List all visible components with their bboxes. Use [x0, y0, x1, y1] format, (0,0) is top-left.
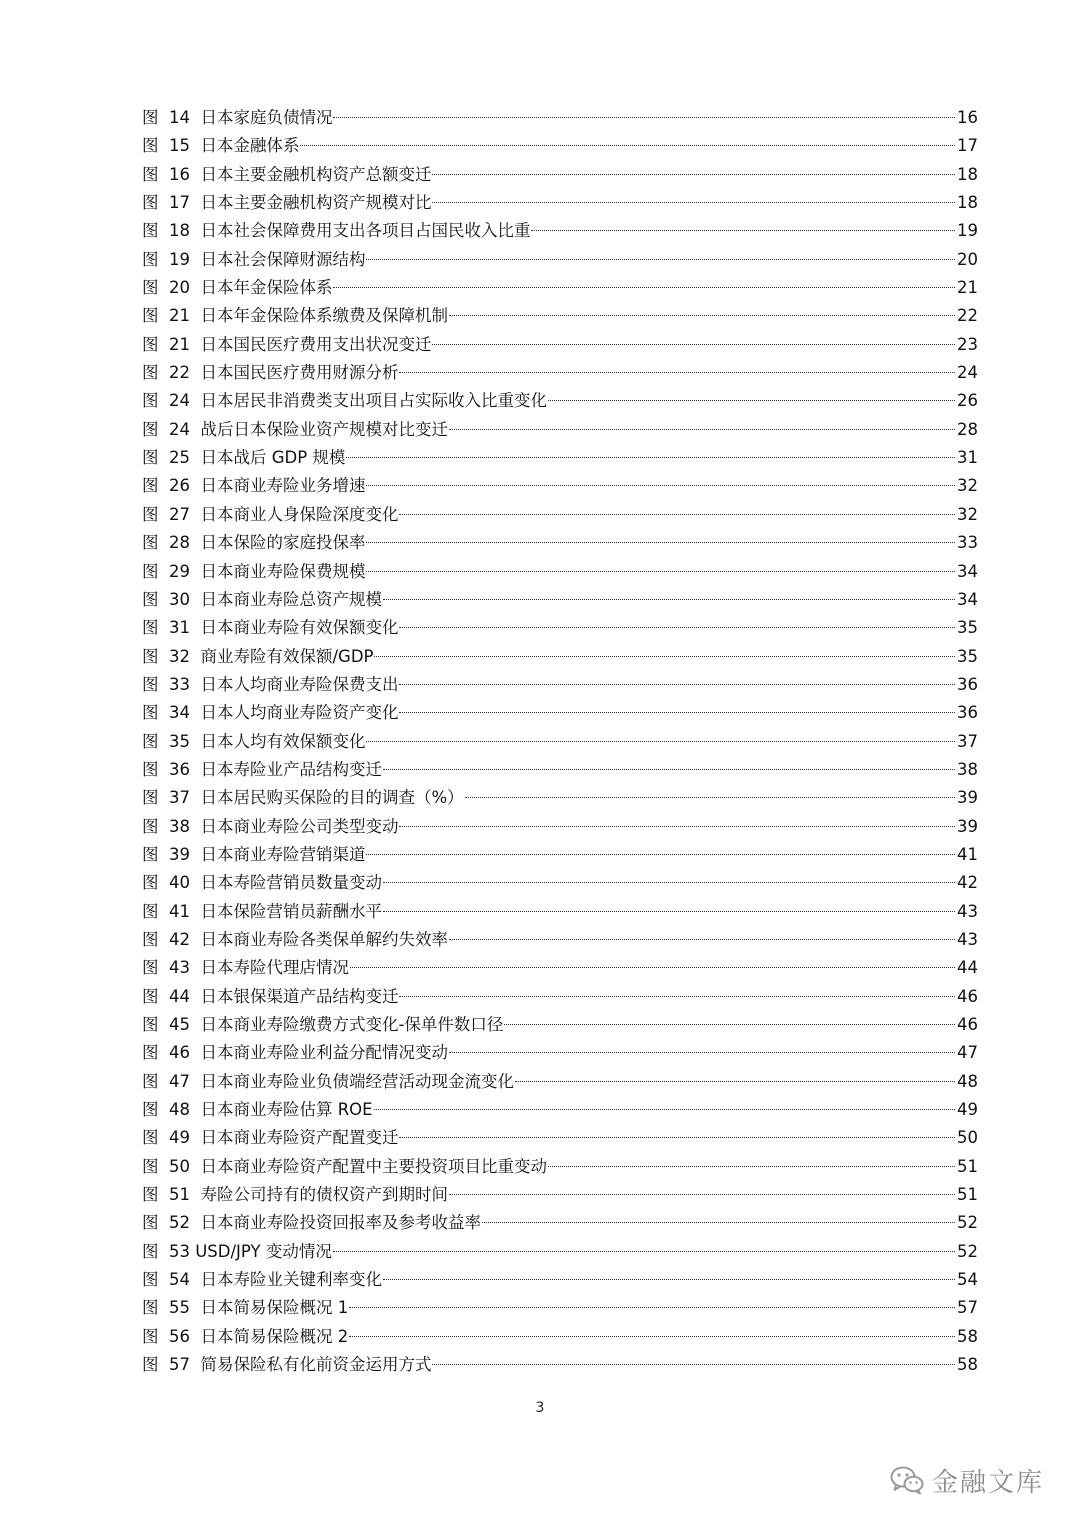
toc-leader-dots: [449, 429, 955, 430]
toc-entry[interactable]: [142, 926, 978, 954]
toc-leader-dots: [366, 259, 955, 260]
toc-entry[interactable]: [142, 558, 978, 586]
toc-leader-dots: [399, 712, 955, 713]
toc-leader-dots: [349, 1307, 955, 1308]
toc-entry-label: 图 40 日本寿险营销员数量变动: [142, 873, 382, 893]
toc-entry-page: 57: [957, 1298, 978, 1318]
toc-entry-page: 26: [957, 391, 978, 411]
toc-entry[interactable]: [142, 784, 978, 812]
toc-entry-page: 37: [957, 731, 978, 751]
toc-entry-label: 图 28 日本保险的家庭投保率: [142, 533, 366, 553]
toc-leader-dots: [333, 287, 955, 288]
toc-leader-dots: [482, 1222, 955, 1223]
toc-entry-page: 52: [957, 1241, 978, 1261]
toc-entry-label: 图 44 日本银保渠道产品结构变迁: [142, 986, 399, 1006]
toc-leader-dots: [399, 1137, 955, 1138]
toc-entry-page: 46: [957, 986, 978, 1006]
toc-entry[interactable]: [142, 1181, 978, 1209]
wechat-icon: [890, 1465, 924, 1495]
toc-leader-dots: [366, 854, 955, 855]
toc-entry-page: 28: [957, 419, 978, 439]
toc-entry-label: 图 43 日本寿险代理店情况: [142, 958, 349, 978]
toc-entry-page: 38: [957, 759, 978, 779]
page-number: 3: [535, 1400, 545, 1416]
toc-entry-label: 图 45 日本商业寿险缴费方式变化-保单件数口径: [142, 1015, 504, 1034]
toc-entry-page: 35: [957, 646, 978, 666]
toc-entry-label: 图 30 日本商业寿险总资产规模: [142, 589, 382, 609]
toc-leader-dots: [504, 1024, 955, 1025]
toc-entry[interactable]: [142, 1351, 978, 1379]
toc-leader-dots: [449, 1052, 955, 1053]
toc-entry-page: 16: [957, 108, 978, 127]
toc-entry[interactable]: [142, 671, 978, 699]
toc-entry-label: 图 49 日本商业寿险资产配置变迁: [142, 1128, 399, 1148]
toc-entry-label: 图 29 日本商业寿险保费规模: [142, 561, 366, 581]
toc-entry-label: 图 57 简易保险私有化前资金运用方式: [142, 1355, 432, 1375]
toc-entry-page: 39: [957, 788, 978, 808]
toc-leader-dots: [548, 400, 955, 401]
toc-entry-label: 图 25 日本战后 GDP 规模: [142, 448, 346, 468]
toc-entry-page: 51: [957, 1156, 978, 1176]
toc-entry-label: 图 20 日本年金保险体系: [142, 278, 333, 298]
toc-entry[interactable]: [142, 898, 978, 926]
toc-leader-dots: [366, 542, 955, 543]
toc-entry[interactable]: [142, 841, 978, 869]
toc-entry[interactable]: [142, 756, 978, 784]
toc-entry-label: 图 35 日本人均有效保额变化: [142, 731, 366, 751]
toc-leader-dots: [366, 485, 955, 486]
toc-leader-dots: [346, 457, 955, 458]
toc-entry-page: 36: [957, 703, 978, 723]
toc-entry[interactable]: [142, 1238, 978, 1266]
toc-entry[interactable]: [142, 444, 978, 472]
toc-entry-page: 49: [957, 1100, 978, 1120]
toc-entry-label: 图 32 商业寿险有效保额/GDP: [142, 646, 374, 666]
toc-leader-dots: [366, 571, 955, 572]
toc-entry-page: 33: [957, 533, 978, 553]
toc-entry[interactable]: [142, 189, 978, 217]
toc-entry[interactable]: [142, 274, 978, 302]
toc-leader-dots: [548, 1166, 955, 1167]
toc-entry[interactable]: [142, 813, 978, 841]
toc-entry[interactable]: [142, 331, 978, 359]
toc-entry-page: 36: [957, 674, 978, 694]
toc-entry[interactable]: [142, 132, 978, 160]
toc-entry-label: 图 42 日本商业寿险各类保单解约失效率: [142, 929, 448, 949]
toc-entry-page: 50: [957, 1128, 978, 1148]
toc-leader-dots: [432, 344, 955, 345]
toc-entry-label: 图 37 日本居民购买保险的目的调查（%）: [142, 788, 464, 808]
toc-leader-dots: [399, 627, 955, 628]
toc-leader-dots: [300, 145, 955, 146]
toc-entry-label: 图 17 日本主要金融机构资产规模对比: [142, 193, 432, 213]
toc-entry[interactable]: [142, 1294, 978, 1322]
toc-leader-dots: [515, 1081, 955, 1082]
toc-entry-page: 44: [957, 958, 978, 978]
toc-entry-label: 图 38 日本商业寿险公司类型变动: [142, 816, 399, 836]
toc-leader-dots: [449, 1194, 955, 1195]
toc-entry-label: 图 56 日本简易保险概况 2: [142, 1326, 349, 1346]
toc-leader-dots: [383, 882, 955, 883]
toc-entry-page: 43: [957, 901, 978, 921]
toc-entry-page: 21: [957, 278, 978, 298]
toc-entry-label: 图 21 日本年金保险体系缴费及保障机制: [142, 306, 448, 326]
toc-entry-page: 17: [957, 136, 978, 156]
toc-entry-page: 34: [957, 561, 978, 581]
toc-entry-page: 48: [957, 1071, 978, 1091]
toc-entry-page: 31: [957, 448, 978, 468]
toc-entry-label: 图 33 日本人均商业寿险保费支出: [142, 674, 399, 694]
toc-entry[interactable]: [142, 1039, 978, 1067]
toc-entry[interactable]: [142, 1011, 978, 1039]
toc-entry-page: 52: [957, 1213, 978, 1233]
toc-entry-label: 图 16 日本主要金融机构资产总额变迁: [142, 164, 432, 184]
toc-entry-page: 51: [957, 1185, 978, 1205]
toc-entry[interactable]: [142, 472, 978, 500]
toc-entry[interactable]: [142, 614, 978, 642]
toc-leader-dots: [399, 514, 955, 515]
toc-leader-dots: [449, 315, 955, 316]
toc-entry-label: 图 27 日本商业人身保险深度变化: [142, 504, 399, 524]
toc-entry-page: 32: [957, 504, 978, 524]
toc-entry-label: 图 54 日本寿险业关键利率变化: [142, 1270, 382, 1290]
toc-entry-page: 34: [957, 589, 978, 609]
toc-entry-label: 图 21 日本国民医疗费用支出状况变迁: [142, 334, 432, 354]
toc-entry-label: 图 19 日本社会保障财源结构: [142, 249, 366, 269]
toc-leader-dots: [399, 372, 955, 373]
toc-entry-label: 图 31 日本商业寿险有效保额变化: [142, 618, 399, 638]
toc-leader-dots: [366, 741, 955, 742]
toc-entry-page: 18: [957, 164, 978, 184]
toc-entry-page: 22: [957, 306, 978, 326]
toc-entry[interactable]: [142, 104, 978, 132]
toc-entry-page: 20: [957, 249, 978, 269]
toc-leader-dots: [399, 996, 955, 997]
toc-entry[interactable]: [142, 983, 978, 1011]
toc-entry-page: 54: [957, 1270, 978, 1290]
toc-entry-label: 图 52 日本商业寿险投资回报率及参考收益率: [142, 1213, 481, 1233]
table-of-figures: [142, 104, 978, 1379]
toc-leader-dots: [399, 826, 955, 827]
toc-entry-label: 图 15 日本金融体系: [142, 136, 300, 156]
toc-entry[interactable]: [142, 1124, 978, 1152]
toc-entry-label: 图 14 日本家庭负债情况: [142, 108, 333, 127]
toc-entry-label: 图 22 日本国民医疗费用财源分析: [142, 363, 399, 383]
toc-entry-page: 58: [957, 1355, 978, 1375]
toc-entry[interactable]: [142, 1068, 978, 1096]
toc-entry-page: 19: [957, 221, 978, 241]
toc-entry[interactable]: [142, 529, 978, 557]
toc-entry-label: 图 46 日本商业寿险业利益分配情况变动: [142, 1043, 448, 1063]
toc-entry-label: 图 24 日本居民非消费类支出项目占实际收入比重变化: [142, 391, 547, 411]
toc-leader-dots: [432, 174, 955, 175]
toc-entry-page: 23: [957, 334, 978, 354]
toc-entry-page: 35: [957, 618, 978, 638]
toc-entry[interactable]: [142, 246, 978, 274]
toc-entry[interactable]: [142, 302, 978, 330]
toc-entry[interactable]: [142, 1153, 978, 1181]
toc-leader-dots: [374, 656, 955, 657]
toc-entry[interactable]: [142, 359, 978, 387]
toc-entry-label: 图 26 日本商业寿险业务增速: [142, 476, 366, 496]
toc-entry-label: 图 36 日本寿险业产品结构变迁: [142, 759, 382, 779]
toc-leader-dots: [333, 1251, 955, 1252]
toc-entry[interactable]: [142, 1209, 978, 1237]
toc-entry-label: 图 50 日本商业寿险资产配置中主要投资项目比重变动: [142, 1156, 547, 1176]
toc-leader-dots: [432, 202, 955, 203]
toc-entry[interactable]: [142, 161, 978, 189]
toc-leader-dots: [432, 1364, 955, 1365]
toc-entry-page: 39: [957, 816, 978, 836]
toc-leader-dots: [465, 797, 955, 798]
toc-entry[interactable]: [142, 954, 978, 982]
toc-entry[interactable]: [142, 217, 978, 245]
toc-entry-label: 图 48 日本商业寿险估算 ROE: [142, 1100, 373, 1120]
toc-entry[interactable]: [142, 387, 978, 415]
toc-entry-label: 图 41 日本保险营销员薪酬水平: [142, 901, 382, 921]
toc-entry[interactable]: [142, 416, 978, 444]
toc-leader-dots: [350, 967, 955, 968]
toc-leader-dots: [333, 117, 955, 118]
toc-leader-dots: [449, 939, 955, 940]
toc-entry[interactable]: [142, 586, 978, 614]
toc-leader-dots: [399, 684, 955, 685]
toc-entry[interactable]: [142, 699, 978, 727]
toc-entry-page: 42: [957, 873, 978, 893]
toc-entry-page: 32: [957, 476, 978, 496]
toc-entry-page: 41: [957, 844, 978, 864]
toc-leader-dots: [349, 1336, 955, 1337]
toc-entry-page: 24: [957, 363, 978, 383]
toc-entry-page: 43: [957, 929, 978, 949]
toc-entry[interactable]: [142, 1323, 978, 1351]
toc-entry-label: 图 53 USD/JPY 变动情况: [142, 1241, 332, 1261]
toc-leader-dots: [383, 769, 955, 770]
toc-entry-label: 图 34 日本人均商业寿险资产变化: [142, 703, 399, 723]
toc-leader-dots: [374, 1109, 955, 1110]
toc-entry[interactable]: [142, 1096, 978, 1124]
toc-entry[interactable]: [142, 869, 978, 897]
watermark: [890, 1460, 1044, 1500]
toc-leader-dots: [531, 230, 955, 231]
toc-leader-dots: [383, 599, 955, 600]
toc-entry-label: 图 39 日本商业寿险营销渠道: [142, 844, 366, 864]
toc-entry-label: 图 18 日本社会保障费用支出各项目占国民收入比重: [142, 221, 531, 241]
toc-entry-label: 图 55 日本简易保险概况 1: [142, 1298, 349, 1318]
toc-entry-page: 58: [957, 1326, 978, 1346]
toc-leader-dots: [383, 911, 955, 912]
toc-entry[interactable]: [142, 643, 978, 671]
toc-entry-page: 47: [957, 1043, 978, 1063]
toc-entry[interactable]: [142, 1266, 978, 1294]
toc-entry-label: 图 51 寿险公司持有的债权资产到期时间: [142, 1185, 448, 1205]
toc-entry-label: 图 24 战后日本保险业资产规模对比变迁: [142, 419, 448, 439]
toc-entry-label: 图 47 日本商业寿险业负债端经营活动现金流变化: [142, 1071, 514, 1091]
watermark-text: 金融文库: [931, 1467, 1044, 1498]
toc-entry[interactable]: [142, 501, 978, 529]
toc-entry-page: 18: [957, 193, 978, 213]
toc-leader-dots: [383, 1279, 955, 1280]
toc-entry-page: 46: [957, 1015, 978, 1034]
toc-entry[interactable]: [142, 728, 978, 756]
